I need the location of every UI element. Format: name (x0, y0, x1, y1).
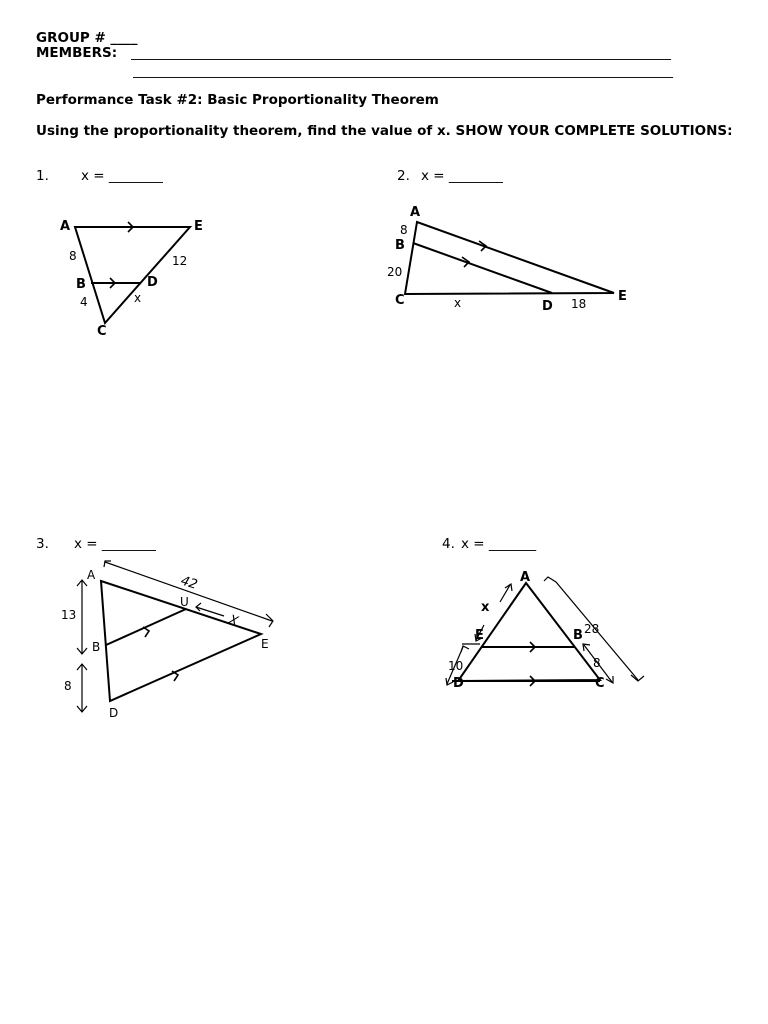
fig1-measure-ed: 12 (172, 254, 188, 268)
fig3-vertex-e: E (261, 637, 269, 651)
problem-4-answer: x = _______ (461, 536, 537, 552)
fig2-vertex-a: A (410, 205, 421, 220)
group-label: GROUP # ____ (36, 30, 138, 46)
problem-1-answer: x = ________ (81, 168, 163, 184)
fig3-measure-ab: 13 (61, 608, 77, 622)
problem-1-number: 1. (36, 168, 49, 184)
fig3-vertex-d: D (109, 706, 119, 720)
fig4-vertex-a: A (520, 570, 531, 585)
fig1-measure-ab: 8 (69, 249, 77, 263)
fig3-vertex-u: U (180, 595, 189, 609)
problem-3-number: 3. (36, 536, 49, 552)
fig4-vertex-c: C (595, 676, 605, 691)
fig2-vertex-d: D (542, 299, 553, 314)
fig2-measure-de: 18 (571, 297, 587, 311)
fig3-measure-ae: 42 (178, 573, 200, 593)
fig1-vertex-d: D (147, 275, 158, 290)
fig2-measure-cd: x (454, 296, 462, 310)
fig4-vertex-d: D (453, 676, 464, 691)
fig3-measure-bd: 8 (64, 679, 72, 693)
fig2-measure-ab: 8 (400, 223, 408, 237)
instructions: Using the proportionality theorem, find the value of x. SHOW YOUR COMPLETE SOLUTIONS: (36, 123, 733, 139)
members-line-2: ________________________________________________________________________________ (133, 64, 673, 79)
fig1-vertex-a: A (60, 219, 71, 234)
fig3-vertex-b: B (92, 640, 101, 654)
fig2-vertex-e: E (618, 289, 627, 304)
problem-2-answer: x = ________ (421, 168, 503, 184)
fig4-measure-bc: 8 (593, 656, 601, 670)
fig3-measure-ue: X (226, 612, 240, 630)
fig1-measure-dc: x (134, 291, 142, 305)
fig4-measure-ed: 10 (448, 659, 464, 673)
problem-2-number: 2. (397, 168, 410, 184)
fig2-vertex-b: B (395, 238, 405, 253)
fig2-vertex-c: C (395, 293, 405, 308)
task-title: Performance Task #2: Basic Proportionality Theorem (36, 92, 439, 108)
fig1-vertex-b: B (76, 277, 86, 292)
fig1-vertex-e: E (194, 219, 203, 234)
fig2-measure-bc: 20 (387, 265, 403, 279)
problem-4-number: 4. (442, 536, 455, 552)
fig4-vertex-e: E (475, 628, 484, 643)
members-line-1: ________________________________________________________________________________ (131, 46, 671, 61)
fig1-measure-bc: 4 (80, 295, 88, 309)
fig4-measure-ab: 28 (584, 622, 600, 636)
problem-3-answer: x = ________ (74, 536, 156, 552)
fig3-vertex-a: A (87, 568, 96, 582)
fig1-vertex-c: C (97, 324, 107, 339)
fig4-vertex-b: B (573, 628, 583, 643)
members-label: MEMBERS: (36, 45, 118, 61)
fig4-measure-ae: x (481, 600, 490, 615)
